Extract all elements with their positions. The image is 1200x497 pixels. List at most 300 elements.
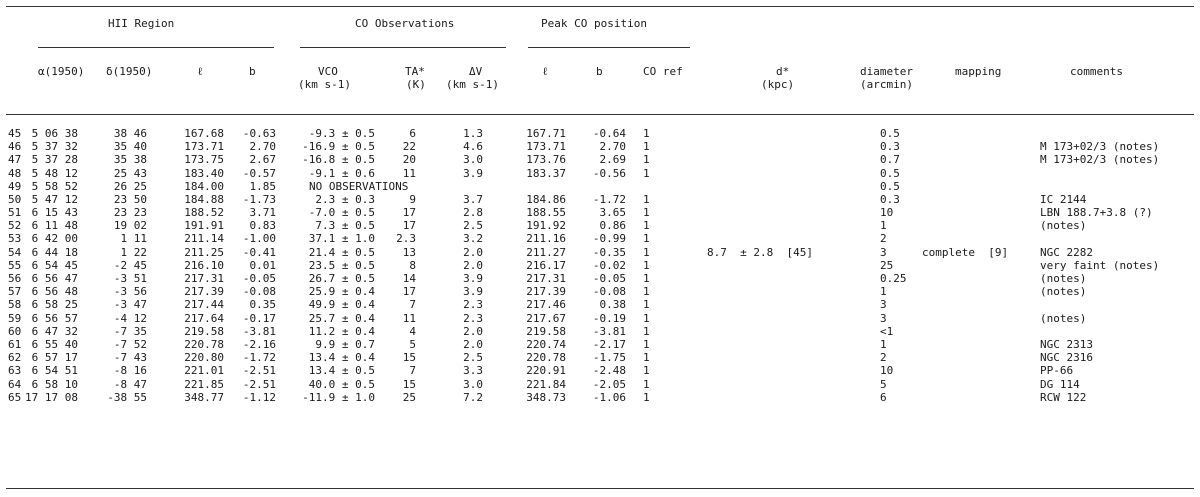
cell-co-ref: 1 bbox=[643, 311, 650, 325]
col-header-mapping: mapping bbox=[955, 65, 1002, 78]
cell-l: 191.91 bbox=[184, 219, 224, 233]
cell-co-ref: 1 bbox=[643, 166, 650, 180]
cell-co-ref: 1 bbox=[643, 140, 650, 154]
cell-diameter: 10 bbox=[880, 364, 894, 378]
cell-l: 167.68 bbox=[184, 127, 224, 140]
cell-comments: (notes) bbox=[1040, 272, 1087, 285]
table-row bbox=[0, 364, 1200, 377]
cell-l: 221.85 bbox=[184, 377, 224, 391]
cell-diameter: 1 bbox=[880, 285, 887, 299]
cell-l: 183.40 bbox=[184, 166, 224, 180]
cell-b: 2.70 bbox=[249, 140, 276, 154]
cell-dec: 23 50 bbox=[113, 193, 147, 206]
cell-b: -1.12 bbox=[242, 390, 276, 404]
cell-vco: -9.1 ± 0.6 bbox=[308, 166, 375, 180]
table-row bbox=[0, 232, 1200, 245]
cell-l: 173.75 bbox=[184, 153, 224, 167]
cell-comments: M 173+02/3 (notes) bbox=[1040, 140, 1160, 154]
cell-co-ref: 1 bbox=[643, 219, 650, 233]
group-header-hii: HII Region bbox=[108, 17, 175, 30]
cell-b: -2.51 bbox=[242, 377, 276, 391]
row-number: 60 bbox=[8, 324, 22, 338]
cell-dec: -7 35 bbox=[113, 324, 147, 338]
cell-b: -0.57 bbox=[242, 166, 276, 180]
cell-vco: 23.5 ± 0.5 bbox=[308, 258, 375, 272]
cell-ra: 6 54 51 bbox=[31, 364, 78, 378]
cell-co-ref: 1 bbox=[643, 245, 650, 259]
cell-b: 2.67 bbox=[249, 153, 276, 167]
cell-b: -0.41 bbox=[242, 245, 276, 259]
col-header-co-ref: CO ref bbox=[643, 65, 683, 78]
cell-peak-b: -2.48 bbox=[592, 364, 626, 378]
row-number: 51 bbox=[8, 206, 22, 219]
col-header-diameter-unit: (arcmin) bbox=[860, 78, 913, 91]
group-rule-peak bbox=[528, 47, 690, 48]
cell-l: 217.64 bbox=[184, 311, 224, 325]
col-header-ta-unit: (K) bbox=[406, 78, 426, 91]
table-row bbox=[0, 206, 1200, 219]
row-number: 58 bbox=[8, 298, 22, 312]
cell-diameter: 3 bbox=[880, 245, 887, 259]
group-header-co: CO Observations bbox=[355, 17, 455, 30]
cell-b: -1.72 bbox=[242, 351, 276, 365]
cell-comments: PP-66 bbox=[1040, 364, 1074, 378]
col-header-peak-l: ℓ bbox=[542, 65, 549, 78]
cell-dec: 35 38 bbox=[113, 153, 147, 167]
group-rule-co bbox=[300, 47, 506, 48]
cell-peak-l: 173.71 bbox=[526, 140, 566, 154]
cell-peak-l: 167.71 bbox=[526, 127, 566, 140]
table-row bbox=[0, 219, 1200, 232]
row-number: 45 bbox=[8, 127, 22, 140]
cell-ra: 5 37 28 bbox=[31, 153, 78, 167]
cell-peak-l: 183.37 bbox=[526, 166, 566, 180]
row-number: 52 bbox=[8, 219, 22, 233]
cell-dv: 3.9 bbox=[463, 285, 483, 299]
cell-diameter: 0.25 bbox=[880, 272, 907, 285]
cell-comments: RCW 122 bbox=[1040, 390, 1087, 404]
cell-dv: 2.0 bbox=[463, 324, 483, 338]
cell-b: -0.63 bbox=[242, 127, 276, 140]
cell-l: 188.52 bbox=[184, 206, 224, 219]
cell-diameter: 3 bbox=[880, 298, 887, 312]
cell-co-ref: 1 bbox=[643, 232, 650, 246]
cell-dec: -3 47 bbox=[113, 298, 147, 312]
cell-ta: 17 bbox=[402, 285, 416, 299]
row-number: 49 bbox=[8, 179, 22, 193]
cell-peak-b: -2.05 bbox=[592, 377, 626, 391]
cell-vco: 25.7 ± 0.4 bbox=[308, 311, 375, 325]
cell-dec: -38 55 bbox=[107, 390, 147, 404]
cell-comments: LBN 188.7+3.8 (?) bbox=[1040, 206, 1153, 219]
cell-peak-l: 217.67 bbox=[526, 311, 566, 325]
cell-b: -3.81 bbox=[242, 324, 276, 338]
cell-co-ref: 1 bbox=[643, 351, 650, 365]
cell-l: 184.00 bbox=[184, 179, 224, 193]
cell-dv: 2.5 bbox=[463, 351, 483, 365]
cell-mapping: complete [9] bbox=[922, 245, 1009, 259]
row-number: 55 bbox=[8, 258, 22, 272]
cell-vco: -16.8 ± 0.5 bbox=[302, 153, 375, 167]
row-number: 62 bbox=[8, 351, 22, 365]
cell-co-ref: 1 bbox=[643, 390, 650, 404]
cell-l: 173.71 bbox=[184, 140, 224, 154]
cell-dv: 4.6 bbox=[463, 140, 483, 154]
cell-dv: 7.2 bbox=[463, 390, 483, 404]
cell-peak-l: 219.58 bbox=[526, 324, 566, 338]
cell-l: 184.88 bbox=[184, 193, 224, 206]
cell-dv: 2.0 bbox=[463, 245, 483, 259]
cell-ra: 6 57 17 bbox=[31, 351, 78, 365]
col-header-l: ℓ bbox=[197, 65, 204, 78]
cell-ra: 6 58 25 bbox=[31, 298, 78, 312]
cell-l: 220.78 bbox=[184, 338, 224, 351]
cell-dv: 3.0 bbox=[463, 153, 483, 167]
cell-diameter: 10 bbox=[880, 206, 894, 219]
table-row bbox=[0, 193, 1200, 206]
cell-b: 0.35 bbox=[249, 298, 276, 312]
group-header-peak: Peak CO position bbox=[541, 17, 647, 30]
cell-peak-b: -3.81 bbox=[592, 324, 626, 338]
cell-vco: 21.4 ± 0.5 bbox=[308, 245, 375, 259]
cell-peak-b: -1.75 bbox=[592, 351, 626, 365]
cell-b: -0.08 bbox=[242, 285, 276, 299]
cell-co-ref: 1 bbox=[643, 258, 650, 272]
cell-diameter: 0.7 bbox=[880, 153, 900, 167]
cell-peak-b: -0.64 bbox=[592, 127, 626, 140]
cell-ta: 25 bbox=[402, 390, 416, 404]
cell-co-ref: 1 bbox=[643, 127, 650, 140]
cell-ra: 6 56 48 bbox=[31, 285, 78, 299]
cell-l: 217.44 bbox=[184, 298, 224, 312]
cell-comments: (notes) bbox=[1040, 311, 1087, 325]
cell-b: 0.01 bbox=[249, 258, 276, 272]
cell-dec: -8 16 bbox=[113, 364, 147, 378]
cell-ra: 5 48 12 bbox=[31, 166, 78, 180]
cell-dec: 35 40 bbox=[113, 140, 147, 154]
cell-dec: -8 47 bbox=[113, 377, 147, 391]
cell-diameter: 0.3 bbox=[880, 193, 900, 206]
cell-vco: -16.9 ± 0.5 bbox=[302, 140, 375, 154]
table-row bbox=[0, 285, 1200, 298]
cell-peak-b: -0.08 bbox=[592, 285, 626, 299]
cell-peak-b: -0.19 bbox=[592, 311, 626, 325]
col-header-vco-unit: (km s-1) bbox=[298, 78, 351, 91]
cell-peak-b: 0.86 bbox=[599, 219, 626, 233]
cell-l: 217.31 bbox=[184, 272, 224, 285]
cell-peak-b: -0.56 bbox=[592, 166, 626, 180]
cell-peak-b: 3.65 bbox=[599, 206, 626, 219]
cell-dv: 2.0 bbox=[463, 258, 483, 272]
cell-vco: 49.9 ± 0.4 bbox=[308, 298, 375, 312]
col-header-ta: TA* bbox=[405, 65, 425, 78]
cell-ra: 6 54 45 bbox=[31, 258, 78, 272]
cell-ta: 17 bbox=[402, 219, 416, 233]
cell-ta: 8 bbox=[409, 258, 416, 272]
cell-l: 348.77 bbox=[184, 390, 224, 404]
cell-comments: NGC 2282 bbox=[1040, 245, 1093, 259]
table-row bbox=[0, 312, 1200, 325]
cell-ta: 4 bbox=[409, 324, 416, 338]
col-header-peak-b: b bbox=[596, 65, 603, 78]
cell-b: -0.17 bbox=[242, 311, 276, 325]
cell-peak-l: 211.27 bbox=[526, 245, 566, 259]
cell-l: 217.39 bbox=[184, 285, 224, 299]
cell-dec: -2 45 bbox=[113, 258, 147, 272]
cell-co-ref: 1 bbox=[643, 364, 650, 378]
cell-peak-b: -0.05 bbox=[592, 272, 626, 285]
cell-l: 221.01 bbox=[184, 364, 224, 378]
col-header-comments: comments bbox=[1070, 65, 1123, 78]
cell-ra: 6 42 00 bbox=[31, 232, 78, 246]
cell-dv: 2.3 bbox=[463, 311, 483, 325]
table-row bbox=[0, 272, 1200, 285]
cell-vco: NO OBSERVATIONS bbox=[309, 179, 409, 193]
row-number: 57 bbox=[8, 285, 22, 299]
row-number: 50 bbox=[8, 193, 22, 206]
cell-dec: 26 25 bbox=[113, 179, 147, 193]
table-row bbox=[0, 351, 1200, 364]
cell-comments: IC 2144 bbox=[1040, 193, 1087, 206]
cell-dec: 19 02 bbox=[113, 219, 147, 233]
cell-ta: 2.3 bbox=[396, 232, 416, 246]
cell-peak-l: 348.73 bbox=[526, 390, 566, 404]
cell-ra: 5 47 12 bbox=[31, 193, 78, 206]
cell-dv: 1.3 bbox=[463, 127, 483, 140]
cell-ra: 6 44 18 bbox=[31, 245, 78, 259]
cell-peak-b: -0.35 bbox=[592, 245, 626, 259]
cell-vco: -9.3 ± 0.5 bbox=[308, 127, 375, 140]
cell-diameter: 6 bbox=[880, 390, 887, 404]
cell-ta: 11 bbox=[402, 166, 416, 180]
cell-diameter: 0.5 bbox=[880, 179, 900, 193]
cell-peak-l: 211.16 bbox=[526, 232, 566, 246]
cell-b: -2.51 bbox=[242, 364, 276, 378]
table-row bbox=[0, 246, 1200, 259]
row-number: 61 bbox=[8, 338, 22, 351]
cell-co-ref: 1 bbox=[643, 377, 650, 391]
cell-ta: 20 bbox=[402, 153, 416, 167]
cell-dv: 3.7 bbox=[463, 193, 483, 206]
cell-l: 211.14 bbox=[184, 232, 224, 246]
cell-comments: DG 114 bbox=[1040, 377, 1080, 391]
table-row bbox=[0, 325, 1200, 338]
table-row bbox=[0, 259, 1200, 272]
cell-b: 1.85 bbox=[249, 179, 276, 193]
cell-vco: 26.7 ± 0.5 bbox=[308, 272, 375, 285]
cell-ra: 6 55 40 bbox=[31, 338, 78, 351]
cell-comments: NGC 2313 bbox=[1040, 338, 1093, 351]
cell-dv: 3.9 bbox=[463, 272, 483, 285]
cell-ta: 7 bbox=[409, 298, 416, 312]
col-header-vco: VCO bbox=[318, 65, 338, 78]
cell-diameter: <1 bbox=[880, 324, 894, 338]
cell-dec: 25 43 bbox=[113, 166, 147, 180]
cell-ta: 7 bbox=[409, 364, 416, 378]
table-row bbox=[0, 378, 1200, 391]
cell-ra: 6 56 57 bbox=[31, 311, 78, 325]
cell-peak-l: 220.91 bbox=[526, 364, 566, 378]
cell-diameter: 1 bbox=[880, 338, 887, 351]
cell-ra: 5 58 52 bbox=[31, 179, 78, 193]
cell-ta: 6 bbox=[409, 127, 416, 140]
col-header-ra: α(1950) bbox=[38, 65, 85, 78]
cell-dec: -3 51 bbox=[113, 272, 147, 285]
cell-dec: 38 46 bbox=[113, 127, 147, 140]
cell-vco: 11.2 ± 0.4 bbox=[308, 324, 375, 338]
cell-ta: 17 bbox=[402, 206, 416, 219]
cell-co-ref: 1 bbox=[643, 272, 650, 285]
header-bottom-rule bbox=[6, 114, 1194, 115]
cell-dv: 2.8 bbox=[463, 206, 483, 219]
row-number: 47 bbox=[8, 153, 22, 167]
row-number: 54 bbox=[8, 245, 22, 259]
cell-dv: 3.0 bbox=[463, 377, 483, 391]
cell-comments: very faint (notes) bbox=[1040, 258, 1160, 272]
bottom-rule bbox=[6, 488, 1194, 489]
cell-vco: 9.9 ± 0.7 bbox=[315, 338, 375, 351]
cell-diameter: 1 bbox=[880, 219, 887, 233]
table-row bbox=[0, 338, 1200, 351]
cell-dv: 2.5 bbox=[463, 219, 483, 233]
cell-peak-b: 0.38 bbox=[599, 298, 626, 312]
cell-vco: 13.4 ± 0.5 bbox=[308, 364, 375, 378]
cell-dec: 1 22 bbox=[120, 245, 147, 259]
cell-dv: 3.2 bbox=[463, 232, 483, 246]
cell-b: 3.71 bbox=[249, 206, 276, 219]
cell-peak-b: -1.06 bbox=[592, 390, 626, 404]
row-number: 64 bbox=[8, 377, 22, 391]
cell-ra: 6 11 48 bbox=[31, 219, 78, 233]
cell-dec: -7 43 bbox=[113, 351, 147, 365]
cell-comments: (notes) bbox=[1040, 219, 1087, 233]
cell-vco: 37.1 ± 1.0 bbox=[308, 232, 375, 246]
table-row bbox=[0, 140, 1200, 153]
cell-peak-l: 184.86 bbox=[526, 193, 566, 206]
cell-ta: 5 bbox=[409, 338, 416, 351]
cell-b: 0.83 bbox=[249, 219, 276, 233]
cell-peak-l: 217.39 bbox=[526, 285, 566, 299]
cell-comments: M 173+02/3 (notes) bbox=[1040, 153, 1160, 167]
cell-vco: -11.9 ± 1.0 bbox=[302, 390, 375, 404]
cell-dec: 1 11 bbox=[120, 232, 147, 246]
cell-peak-l: 216.17 bbox=[526, 258, 566, 272]
col-header-d-unit: (kpc) bbox=[761, 78, 795, 91]
cell-co-ref: 1 bbox=[643, 153, 650, 167]
table-row bbox=[0, 180, 1200, 193]
col-header-dv: ΔV bbox=[469, 65, 483, 78]
row-number: 59 bbox=[8, 311, 22, 325]
cell-ra: 6 15 43 bbox=[31, 206, 78, 219]
top-rule bbox=[6, 6, 1194, 7]
cell-l: 211.25 bbox=[184, 245, 224, 259]
col-header-dv-unit: (km s-1) bbox=[446, 78, 499, 91]
cell-ta: 22 bbox=[402, 140, 416, 154]
cell-diameter: 0.5 bbox=[880, 166, 900, 180]
cell-vco: 40.0 ± 0.5 bbox=[308, 377, 375, 391]
cell-b: -2.16 bbox=[242, 338, 276, 351]
table-row bbox=[0, 298, 1200, 311]
table-row bbox=[0, 127, 1200, 140]
cell-ra: 6 58 10 bbox=[31, 377, 78, 391]
table-row bbox=[0, 167, 1200, 180]
cell-dv: 3.9 bbox=[463, 166, 483, 180]
cell-vco: 7.3 ± 0.5 bbox=[315, 219, 375, 233]
cell-b: -1.00 bbox=[242, 232, 276, 246]
cell-peak-b: 2.69 bbox=[599, 153, 626, 167]
table-row bbox=[0, 391, 1200, 404]
cell-ra: 6 47 32 bbox=[31, 324, 78, 338]
cell-peak-b: -0.99 bbox=[592, 232, 626, 246]
cell-co-ref: 1 bbox=[643, 324, 650, 338]
cell-vco: 2.3 ± 0.3 bbox=[315, 193, 375, 206]
row-number: 56 bbox=[8, 272, 22, 285]
cell-dv: 2.0 bbox=[463, 338, 483, 351]
row-number: 48 bbox=[8, 166, 22, 180]
cell-ra: 5 06 38 bbox=[31, 127, 78, 140]
cell-peak-b: 2.70 bbox=[599, 140, 626, 154]
cell-diameter: 2 bbox=[880, 232, 887, 246]
cell-l: 220.80 bbox=[184, 351, 224, 365]
cell-dec: -3 56 bbox=[113, 285, 147, 299]
cell-diameter: 0.5 bbox=[880, 127, 900, 140]
cell-ra: 17 17 08 bbox=[25, 390, 78, 404]
cell-ta: 11 bbox=[402, 311, 416, 325]
cell-diameter: 5 bbox=[880, 377, 887, 391]
cell-co-ref: 1 bbox=[643, 338, 650, 351]
cell-vco: -7.0 ± 0.5 bbox=[308, 206, 375, 219]
cell-ta: 14 bbox=[402, 272, 416, 285]
cell-peak-b: -0.02 bbox=[592, 258, 626, 272]
table-row bbox=[0, 153, 1200, 166]
cell-peak-l: 217.31 bbox=[526, 272, 566, 285]
cell-peak-b: -2.17 bbox=[592, 338, 626, 351]
cell-distance: 8.7 ± 2.8 [45] bbox=[707, 245, 813, 259]
cell-diameter: 0.3 bbox=[880, 140, 900, 154]
cell-peak-l: 221.84 bbox=[526, 377, 566, 391]
cell-peak-l: 220.78 bbox=[526, 351, 566, 365]
cell-l: 219.58 bbox=[184, 324, 224, 338]
row-number: 53 bbox=[8, 232, 22, 246]
cell-diameter: 2 bbox=[880, 351, 887, 365]
row-number: 63 bbox=[8, 364, 22, 378]
group-rule-hii bbox=[38, 47, 274, 48]
cell-b: -0.05 bbox=[242, 272, 276, 285]
cell-dv: 2.3 bbox=[463, 298, 483, 312]
cell-peak-l: 217.46 bbox=[526, 298, 566, 312]
cell-peak-l: 188.55 bbox=[526, 206, 566, 219]
cell-ta: 15 bbox=[402, 351, 416, 365]
cell-co-ref: 1 bbox=[643, 206, 650, 219]
row-number: 65 bbox=[8, 390, 22, 404]
cell-co-ref: 1 bbox=[643, 298, 650, 312]
cell-ta: 9 bbox=[409, 193, 416, 206]
col-header-d: d* bbox=[776, 65, 790, 78]
cell-co-ref: 1 bbox=[643, 285, 650, 299]
cell-ta: 13 bbox=[402, 245, 416, 259]
cell-vco: 25.9 ± 0.4 bbox=[308, 285, 375, 299]
cell-dec: 23 23 bbox=[113, 206, 147, 219]
col-header-diameter: diameter bbox=[860, 65, 913, 78]
cell-peak-b: -1.72 bbox=[592, 193, 626, 206]
cell-ra: 6 56 47 bbox=[31, 272, 78, 285]
cell-ra: 5 37 32 bbox=[31, 140, 78, 154]
cell-b: -1.73 bbox=[242, 193, 276, 206]
cell-co-ref: 1 bbox=[643, 193, 650, 206]
cell-l: 216.10 bbox=[184, 258, 224, 272]
cell-diameter: 3 bbox=[880, 311, 887, 325]
cell-dec: -4 12 bbox=[113, 311, 147, 325]
